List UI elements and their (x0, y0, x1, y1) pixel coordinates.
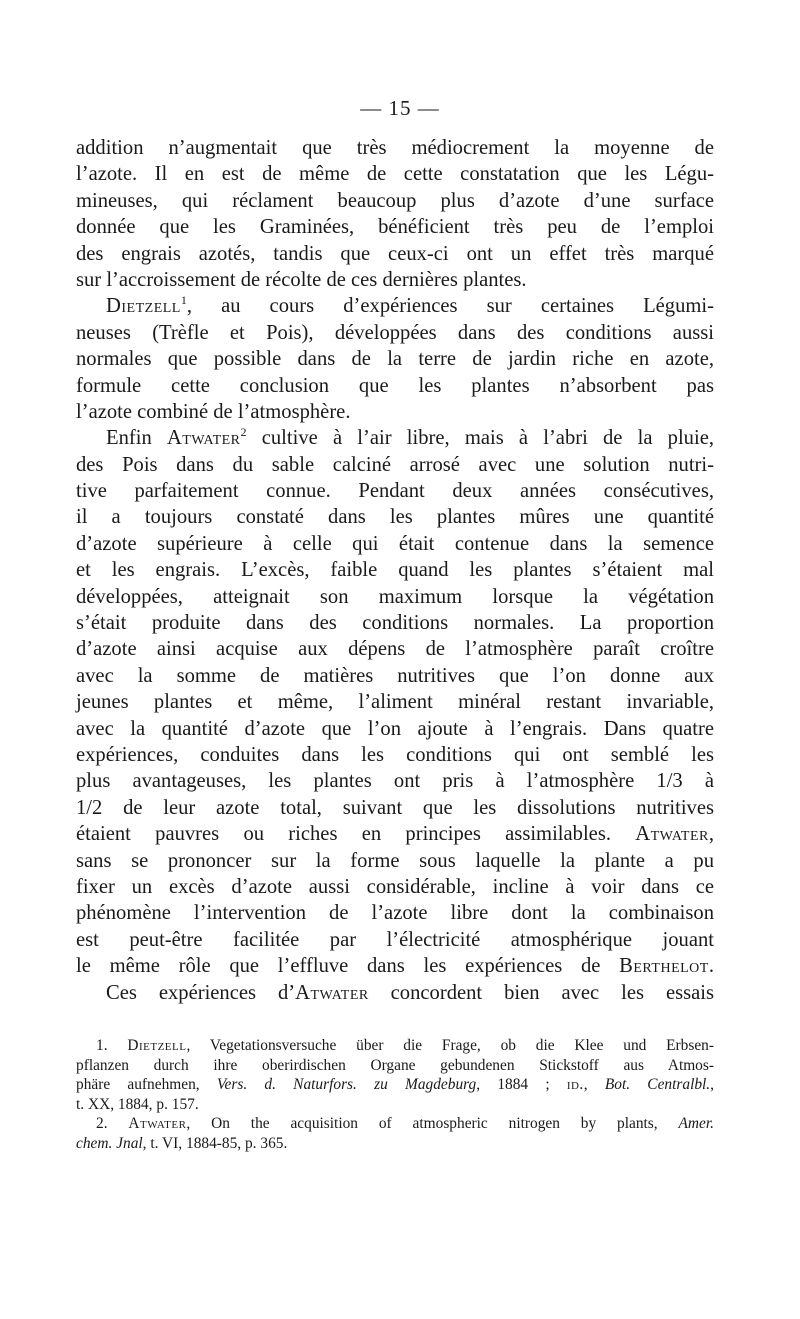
text-line: avec la somme de matières nutritives que l’on donne aux (76, 664, 714, 687)
text-line: d’azote supérieure à celle qui était contenue dans la semence (76, 532, 714, 555)
journal-title: Amer. (678, 1115, 714, 1133)
main-text (76, 135, 714, 1006)
text-fragment: , (583, 1076, 605, 1094)
text-line: neuses (Trèfle et Pois), développées dans des conditions aussi (76, 321, 714, 344)
footnote-line: pflanzen durch ihre oberirdischen Organe gebundenen Stickstoff aus Atmos- (76, 1056, 714, 1074)
text-fragment: , (708, 823, 714, 846)
author-name: Atwater (166, 427, 241, 450)
text-line: 1/2 de leur azote total, suivant que les dissolutions nutritives (76, 796, 714, 819)
text-line: avec la quantité d’azote que l’on ajoute à l’engrais. Dans quatre (76, 717, 714, 740)
author-name: Atwater (128, 1115, 187, 1133)
text-fragment: le même rôle que l’effluve dans les expériences de (76, 955, 620, 978)
text-fragment: Ces expériences d’ (106, 981, 296, 1004)
text-line (76, 425, 714, 451)
footnote-line: t. XX, 1884, p. 157. (76, 1095, 199, 1113)
text-line: l’azote. Il en est de même de cette constatation que les Légu- (76, 163, 714, 186)
text-fragment: , 1884 ; (476, 1076, 567, 1094)
text-line (76, 980, 714, 1006)
text-line: mineuses, qui réclament beaucoup plus d’azote d’une surface (76, 189, 714, 212)
text-fragment: cultive à l’air libre, mais à l’abri de la pluie, (246, 427, 714, 450)
text-line: phénomène l’intervention de l’azote libre dont la combinaison (76, 902, 714, 925)
text-fragment: , au cours d’expériences sur certaines Légumi- (186, 295, 714, 318)
text-line: et les engrais. L’excès, faible quand les plantes s’étaient mal (76, 559, 714, 582)
text-fragment: , t. VI, 1884-85, p. 365. (142, 1134, 288, 1152)
footnote-line (76, 1075, 714, 1095)
footnote-number: 2. (96, 1115, 129, 1133)
text-line: plus avantageuses, les plantes ont pris à l’atmosphère 1/3 à (76, 770, 714, 793)
text-line: l’azote combiné de l’atmosphère. (76, 400, 351, 423)
journal-title: Vers. d. Naturfors. zu Magdeburg (216, 1076, 477, 1094)
text-line (76, 821, 714, 847)
text-line (76, 293, 714, 319)
text-line: jeunes plantes et même, l’aliment minéral restant invariable, (76, 691, 714, 714)
author-name: Dietzell (127, 1037, 187, 1054)
text-line: tive parfaitement connue. Pendant deux années consécutives, (76, 480, 714, 503)
text-line: sans se prononcer sur la forme sous laquelle la plante a pu (76, 849, 714, 872)
text-line: addition n’augmentait que très médiocrement la moyenne de (76, 137, 714, 159)
author-name: Atwater (295, 981, 369, 1004)
text-fragment: concordent bien avec les essais (368, 981, 715, 1004)
page-number: — 15 — (360, 96, 440, 120)
text-fragment: . (708, 955, 714, 978)
text-fragment: phäre aufnehmen, (76, 1076, 217, 1094)
footnote-marker: 1 (180, 293, 187, 308)
footnote-line (76, 1036, 714, 1056)
author-name: Berthelot (619, 955, 709, 978)
text-fragment: , Vegetationsversuche über die Frage, ob die Klee und Erbsen- (186, 1037, 715, 1054)
journal-title: chem. Jnal (76, 1134, 143, 1152)
text-line: normales que possible dans de la terre de jardin riche en azote, (76, 348, 714, 371)
text-fragment: , On the acquisition of atmospheric nitrogen by plants, (186, 1115, 679, 1133)
footnotes (76, 1036, 714, 1154)
author-name: Dietzell (106, 295, 181, 318)
text-line: expériences, conduites dans les conditions qui ont semblé les (76, 743, 714, 766)
text-fragment: Enfin (106, 427, 167, 450)
text-line: d’azote ainsi acquise aux dépens de l’atmosphère paraît croître (76, 638, 714, 661)
footnote-number: 1. (96, 1037, 128, 1054)
text-line: il a toujours constaté dans les plantes mûres une quantité (76, 506, 714, 529)
text-line: donnée que les Graminées, bénéficient très peu de l’emploi (76, 216, 714, 239)
text-line: sur l’accroissement de récolte de ces dernières plantes. (76, 268, 527, 291)
ibid-mark: id. (566, 1076, 584, 1094)
text-line: est peut-être facilitée par l’électricité atmosphérique jouant (76, 928, 714, 951)
text-fragment: étaient pauvres ou riches en principes assimilables. (76, 823, 636, 846)
text-line: fixer un excès d’azote aussi considérable, incline à voir dans ce (76, 875, 714, 898)
author-name: Atwater (635, 823, 709, 846)
journal-title: Bot. Centralbl. (604, 1076, 711, 1094)
text-line: des Pois dans du sable calciné arrosé avec une solution nutri- (76, 453, 714, 476)
text-line: s’était produite dans des conditions normales. La proportion (76, 612, 714, 635)
text-line: des engrais azotés, tandis que ceux-ci ont un effet très marqué (76, 242, 714, 265)
text-line: formule cette conclusion que les plantes n’absorbent pas (76, 374, 714, 397)
text-line: développées, atteignait son maximum lorsque la végétation (76, 585, 714, 608)
footnote-line (76, 1134, 714, 1154)
footnote-line (76, 1114, 714, 1134)
text-line (76, 953, 714, 979)
text-fragment: , (710, 1076, 715, 1094)
footnote-marker: 2 (240, 425, 247, 440)
